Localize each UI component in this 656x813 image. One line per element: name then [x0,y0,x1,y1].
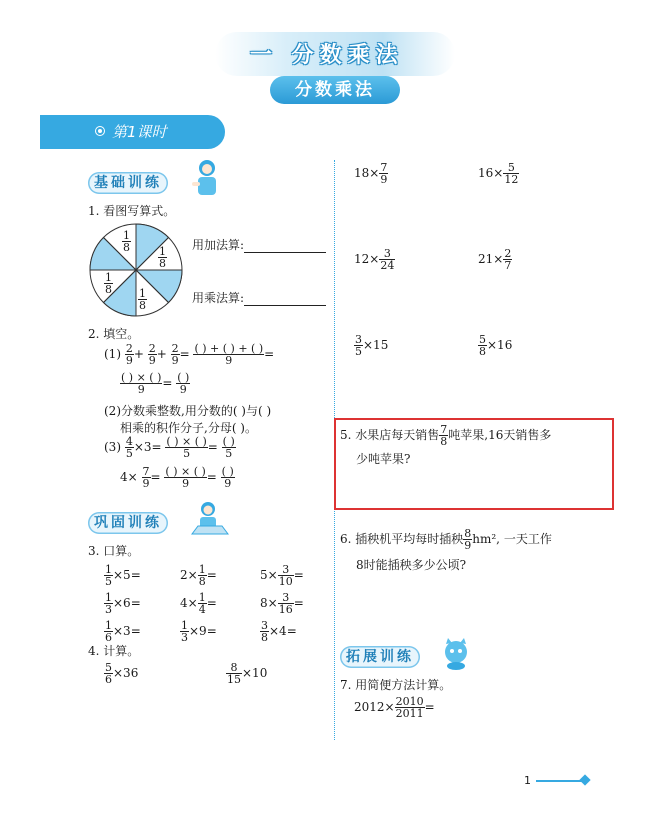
q3-title: 3. 口算。 [88,544,140,558]
calc-item: 18× $\frac{7}{9}$ [354,161,388,186]
chapter-title: 一 分数乘法 [250,43,404,68]
fill-in-fraction[interactable]: $\frac{( ) + ( ) + ( )}{9}$ [194,342,264,367]
q4-title: 4. 计算。 [88,644,140,658]
calc-item: $\frac{8}{15}$ ×10 [227,661,268,686]
child-mascot-icon [190,158,224,198]
q2-part3-line2: 4× $\frac{7}{9}$ = $\frac{( ) \times ( )}{9}$ = $\frac{( )}{9}$ [120,465,234,490]
q1-title: 1. 看图写算式。 [88,204,176,218]
slice-fraction: $\frac{1}{8}$ [159,245,166,270]
fraction-circle-diagram [88,222,184,318]
oral-item: $\frac{3}{8}$ ×4= [261,619,297,644]
fill-in-fraction[interactable]: $\frac{( )}{9}$ [221,465,234,490]
add-equation: 用加法算: [192,236,326,253]
lesson-bar [40,115,225,149]
fill-in-fraction[interactable]: $\frac{( )}{9}$ [177,371,190,396]
diamond-icon [579,774,590,785]
slice-fraction: $\frac{1}{8}$ [139,287,146,312]
oral-item: $\frac{1}{3}$ ×6= [105,591,141,616]
fill-in-fraction[interactable]: $\frac{( ) \times ( )}{9}$ [165,465,206,490]
oral-item: $\frac{1}{6}$ ×3= [105,619,141,644]
q5-line1: 5. 水果店每天销售 $\frac{7}{8}$ 吨苹果,16天销售多 [340,423,552,448]
oral-item: 5× $\frac{3}{10}$ = [260,563,304,588]
mul-answer-line[interactable] [244,293,326,306]
q2-part2-line1: (2)分数乘整数,用分数的( )与( ) [104,404,272,418]
section-basic-tag: 基础训练 [88,172,168,194]
calc-item: 16× $\frac{5}{12}$ [478,161,519,186]
q7-expression: 2012× $\frac{2010}{2011}$ = [354,695,435,720]
calc-item: $\frac{5}{8}$ ×16 [479,333,513,358]
oral-item: 2× $\frac{1}{8}$ = [180,563,217,588]
section-consolidate-tag: 巩固训练 [88,512,168,534]
page-line [536,780,584,782]
q7-title: 7. 用简便方法计算。 [340,678,452,692]
lesson-label: 第1课时 [112,123,167,141]
oral-item: 8× $\frac{3}{16}$ = [260,591,304,616]
calc-item: $\frac{3}{5}$ ×15 [355,333,389,358]
calc-item: 21× $\frac{2}{7}$ [478,247,512,272]
cat-mascot-icon [438,636,474,672]
q6-line2: 8时能插秧多少公顷? [356,558,467,572]
q2-part3-line1: (3) $\frac{4}{5}$ ×3= $\frac{( ) \times ( )}{5}$ = $\frac{( )}{5}$ [104,435,235,460]
q2-title: 2. 填空。 [88,327,140,341]
calc-item: 12× $\frac{3}{24}$ [354,247,395,272]
q5-line2: 少吨苹果? [356,452,411,466]
section-extend-tag: 拓展训练 [340,646,420,668]
q2-part1-line1: (1) $\frac{2}{9}$ + $\frac{2}{9}$ + $\frac{2}{9}$ = $\frac{( ) + ( ) + ( )}{9}$ = [104,342,275,367]
oral-item: 4× $\frac{1}{4}$ = [180,591,217,616]
oral-item: $\frac{1}{3}$ ×9= [181,619,217,644]
fill-in-fraction[interactable]: $\frac{( )}{5}$ [222,435,235,460]
page-number: 1 [524,774,531,787]
student-desk-icon [190,500,230,538]
calc-item: $\frac{5}{6}$ ×36 [105,661,139,686]
oral-item: $\frac{1}{5}$ ×5= [105,563,141,588]
chapter-subtitle: 分数乘法 [270,76,400,104]
target-icon [95,126,105,136]
mul-equation: 用乘法算: [192,289,326,306]
fill-in-fraction[interactable]: $\frac{( ) \times ( )}{5}$ [166,435,207,460]
add-answer-line[interactable] [244,240,326,253]
slice-fraction: $\frac{1}{8}$ [105,271,112,296]
q6-line1: 6. 插秧机平均每时插秧 $\frac{8}{9}$ hm², 一天工作 [340,527,552,552]
fill-in-fraction[interactable]: $\frac{( ) \times ( )}{9}$ [121,371,162,396]
q2-part1-line2: $\frac{( ) \times ( )}{9}$ = $\frac{( )}{9}$ [121,371,190,396]
q2-part2-line2: 相乘的积作分子,分母( )。 [120,421,257,435]
slice-fraction: $\frac{1}{8}$ [123,229,130,254]
